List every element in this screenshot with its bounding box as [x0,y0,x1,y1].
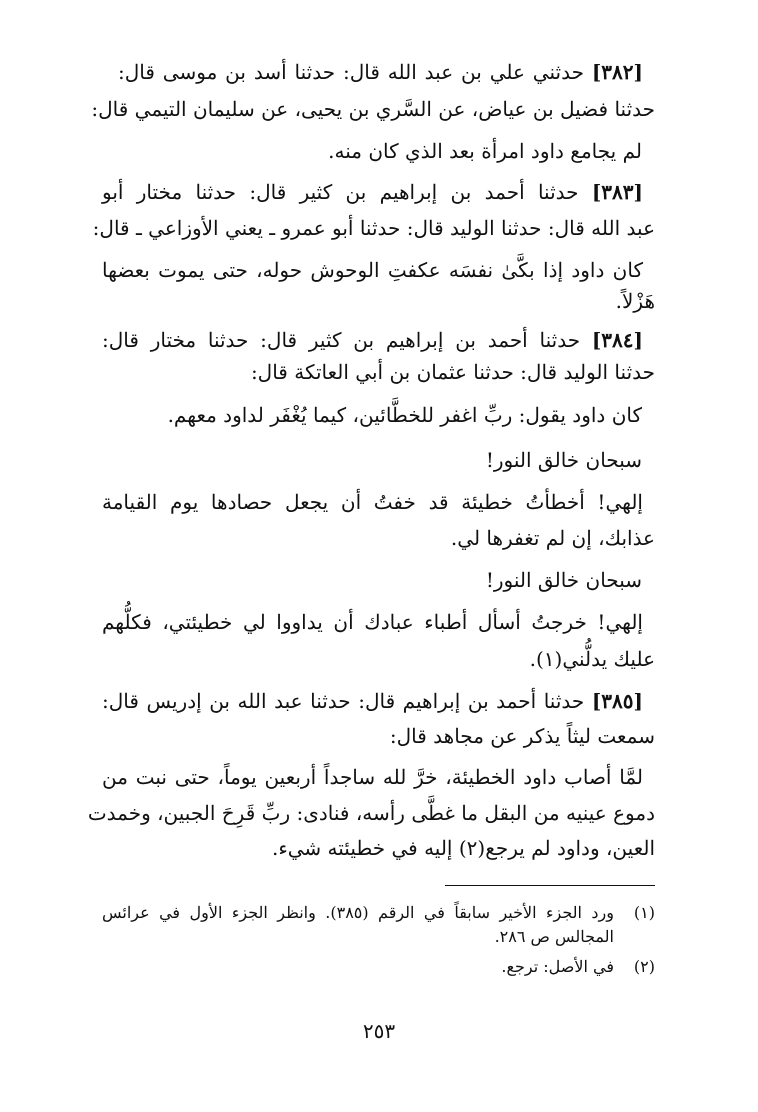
text-line-9: حدثنا الوليد قال: حدثنا عثمان بن أبي العاتكة قال: [250,360,655,384]
text-line-16: عليك يدلُّني(١). [529,647,655,671]
text-line-6: كان داود إذا بكَّىٰ نفسَه عكفتِ الوحوش حوله، حتى يموت بعضها [102,258,643,282]
text-line-17: [٣٨٥] حدثنا أحمد بن إبراهيم قال: حدثنا عبد الله بن إدريس قال: [102,689,643,713]
text-line-7: هَزْلاً. [615,289,655,313]
text-line-11: سبحان خالق النور! [485,448,642,472]
text-line-15: إلهي! خرجتُ أسأل أطباء عبادك أن يداووا لي خطيئتي، فكلُّهم [102,610,643,634]
footnote-1-mark: (١) [633,903,655,922]
footnote-2-line-1: في الأصل: ترجع. [501,957,614,976]
text-line-21: العين، وداود لم يرجع(٢) إليه في خطيئته شيء. [271,836,655,860]
text-line-19: لمَّا أصاب داود الخطيئة، خرَّ لله ساجداً أربعين يوماً، حتى نبت من [102,765,643,789]
text-line-3: لم يجامع داود امرأة بعد الذي كان منه. [328,139,642,163]
narration-number-385: [٣٨٥] [591,689,643,713]
text-line-18: سمعت ليثاً يذكر عن مجاهد قال: [389,724,655,748]
footnote-1-line-2: المجالس ص ٢٨٦. [494,927,614,946]
text-line-5: عبد الله قال: حدثنا الوليد قال: حدثنا أبو عمرو ـ يعني الأوزاعي ـ قال: [92,216,655,240]
narration-number-382: [٣٨٢] [591,60,643,84]
text-line-12: إلهي! أخطأتُ خطيئة قد خفتُ أن يجعل حصادها يوم القيامة [102,490,643,514]
narration-number-383: [٣٨٣] [591,180,643,204]
text-line-4: [٣٨٣] حدثنا أحمد بن إبراهيم بن كثير قال: حدثنا مختار أبو [102,180,643,204]
text-line-14: سبحان خالق النور! [485,568,642,592]
footnote-1-line-1: ورد الجزء الأخير سابقاً في الرقم (٣٨٥). وانظر الجزء الأول في عرائس [102,903,614,922]
footnote-2-mark: (٢) [633,957,655,976]
text-line-8: [٣٨٤] حدثنا أحمد بن إبراهيم بن كثير قال: حدثنا مختار قال: [102,328,643,352]
text-line-10: كان داود يقول: ربِّ اغفر للخطَّائين، كيما يُغْفَر لداود معهم. [167,403,642,427]
narration-number-384: [٣٨٤] [591,328,643,352]
text-line-20: دموع عينيه من البقل ما غطَّى رأسه، فنادى: ربِّ قَرِحَ الجبين، وخمدت [87,801,655,825]
page-number: ٢٥٣ [362,1019,396,1043]
footnote-separator [445,885,655,886]
text-line-1: [٣٨٢] حدثني علي بن عبد الله قال: حدثنا أسد بن موسى قال: [118,60,643,84]
text-line-13: عذابك، إن لم تغفرها لي. [450,526,655,550]
text-line-2: حدثنا فضيل بن عياض، عن السَّري بن يحيى، عن سليمان التيمي قال: [91,97,655,121]
